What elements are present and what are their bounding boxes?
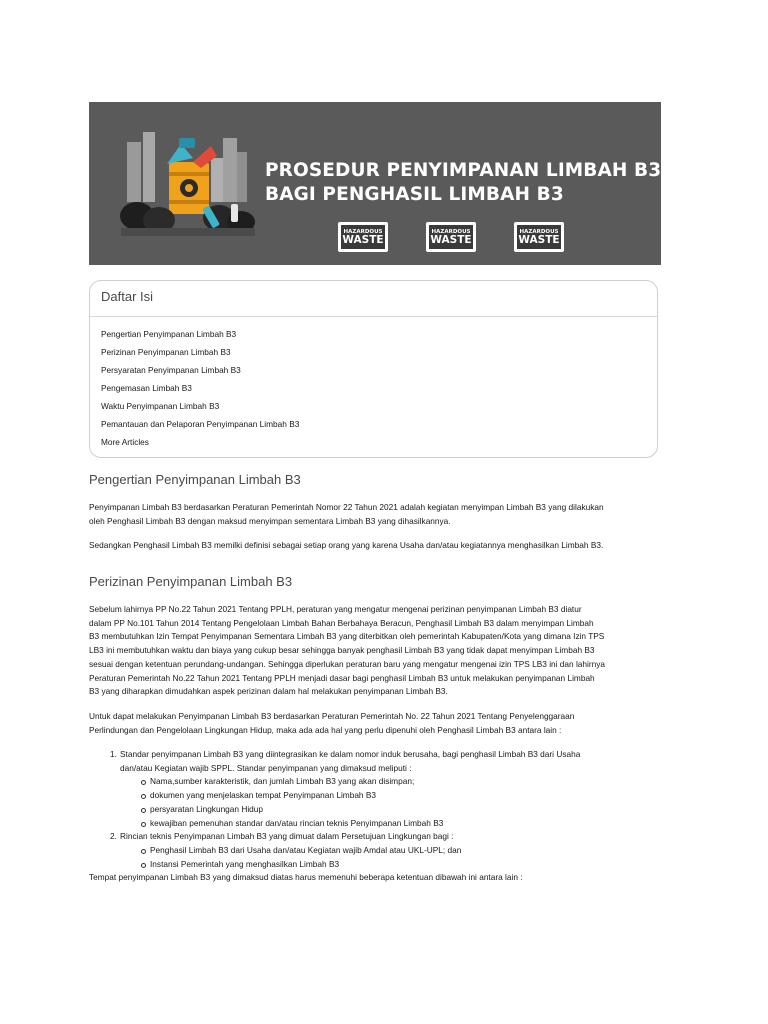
badge-line1: HAZARDOUS bbox=[519, 228, 559, 235]
toc-link[interactable]: Pengemasan Limbah B3 bbox=[101, 383, 192, 393]
badge-line2: WASTE bbox=[518, 233, 560, 246]
toc-link[interactable]: Pemantauan dan Pelaporan Penyimpanan Limbah B3 bbox=[101, 419, 300, 429]
header-banner bbox=[89, 102, 661, 265]
list-item-text: Standar penyimpanan Limbah B3 yang diintegrasikan ke dalam nomor induk berusaha, bagi penghasil Limbah B3 dari Usaha bbox=[120, 749, 581, 759]
toc-header bbox=[90, 281, 657, 317]
closing-text: Tempat penyimpanan Limbah B3 yang dimaksud diatas harus memenuhi beberapa ketentuan dibawah ini antara lain : bbox=[89, 872, 523, 883]
toc-link[interactable]: Perizinan Penyimpanan Limbah B3 bbox=[101, 347, 231, 357]
text-line: sesuai dengan ketentuan perundang-undangan. Sehingga diperlukan peraturan baru yang mengatur mengenai izin TPS LB3 ini dan lahirnya bbox=[89, 658, 606, 669]
table-of-contents bbox=[89, 280, 658, 458]
text-line: Perlindungan dan Pengelolaan Lingkungan Hidup, maka ada ada hal yang perlu dipenuhi oleh Penghasil Limbah B3 antara lain : bbox=[89, 724, 562, 735]
paragraph bbox=[89, 539, 661, 553]
text-line: Sedangkan Penghasil Limbah B3 memilki definisi sebagai setiap orang yang karena Usaha dan/atau kegiatannya menghasilkan Limbah B3. bbox=[89, 540, 604, 550]
badge-line2: WASTE bbox=[342, 233, 384, 246]
badge-line1: HAZARDOUS bbox=[343, 228, 383, 235]
paragraph bbox=[89, 710, 661, 737]
banner-title-line1: PROSEDUR PENYIMPANAN LIMBAH B3 bbox=[265, 160, 661, 181]
list-item bbox=[89, 830, 669, 844]
hazardous-waste-badge bbox=[514, 222, 564, 252]
bullet-item: Penghasil Limbah B3 dari Usaha dan/atau Kegiatan wajib Amdal atau UKL-UPL; dan bbox=[89, 844, 669, 858]
hazardous-waste-illustration bbox=[119, 128, 259, 238]
section-heading: Pengertian Penyimpanan Limbah B3 bbox=[89, 472, 301, 487]
bullet-item: Instansi Pemerintah yang menghasilkan Limbah B3 bbox=[89, 858, 669, 872]
bullet-item: dokumen yang menjelaskan tempat Penyimpanan Limbah B3 bbox=[89, 789, 669, 803]
paragraph bbox=[89, 603, 661, 699]
toc-link[interactable]: Pengertian Penyimpanan Limbah B3 bbox=[101, 329, 237, 339]
toc-link[interactable]: Persyaratan Penyimpanan Limbah B3 bbox=[101, 365, 241, 375]
list-item-text: dan/atau Kegiatan wajib SPPL. Standar penyimpanan yang dimaksud meliputi : bbox=[120, 762, 412, 773]
badge-line2: WASTE bbox=[430, 233, 472, 246]
list-number: 1. bbox=[110, 749, 117, 759]
bullet-item: kewajiban pemenuhan standar dan/atau rincian teknis Penyimpanan Limbah B3 bbox=[89, 817, 669, 831]
toc-more-articles-link[interactable]: More Articles bbox=[101, 437, 149, 447]
text-line: Untuk dapat melakukan Penyimpanan Limbah B3 berdasarkan Peraturan Pemerintah No. 22 Tahun 2021 Tentang Penyelenggaraan bbox=[89, 711, 575, 721]
text-line: B3 yang diharapkan dimudahkan aspek perizinan dalam hal melakukan penyimpanan Limbah B3. bbox=[89, 686, 448, 697]
hazardous-waste-badge bbox=[338, 222, 388, 252]
list-item-text: Rincian teknis Penyimpanan Limbah B3 yang dimuat dalam Persetujuan Lingkungan bagi : bbox=[120, 831, 454, 842]
text-line: Penyimpanan Limbah B3 berdasarkan Peraturan Pemerintah Nomor 22 Tahun 2021 adalah kegiatan menyimpan Limbah B3 yang dilakukan bbox=[89, 502, 604, 512]
section-heading: Perizinan Penyimpanan Limbah B3 bbox=[89, 574, 293, 589]
list-item-continuation bbox=[89, 762, 669, 776]
bullet-item: persyaratan Lingkungan Hidup bbox=[89, 803, 669, 817]
toc-list bbox=[101, 325, 299, 451]
text-line: Peraturan Pemerintah No.22 Tahun 2021 Tentang PPLH menjadi dasar bagi penghasil Limbah B3 untuk melakukan penyimpanan Limbah bbox=[89, 672, 595, 683]
hazardous-waste-badges bbox=[338, 222, 564, 252]
banner-title-line2: BAGI PENGHASIL LIMBAH B3 bbox=[265, 184, 564, 205]
toc-title: Daftar Isi bbox=[101, 289, 154, 304]
hazardous-waste-badge bbox=[426, 222, 476, 252]
requirements-list bbox=[89, 748, 669, 885]
text-line: Sebelum lahirnya PP No.22 Tahun 2021 Tentang PPLH, peraturan yang mengatur mengenai perizinan penyimpanan Limbah B3 diatur bbox=[89, 604, 582, 614]
text-line: dalam PP No.101 Tahun 2014 Tentang Pengelolaan Limbah Bahan Berbahaya Beracun, Penghasil Limbah B3 dalam menyimpan Limbah bbox=[89, 617, 594, 628]
text-line: oleh Penghasil Limbah B3 dengan maksud menyimpan sementara Limbah B3 yang dihasilkannya. bbox=[89, 515, 451, 526]
list-number: 2. bbox=[110, 831, 117, 842]
toc-link[interactable]: Waktu Penyimpanan Limbah B3 bbox=[101, 401, 220, 411]
text-line: LB3 ini membutuhkan waktu dan biaya yang cukup besar sehingga banyak penghasil Limbah B3 yang tidak dapat menyimpan Limbah B3 bbox=[89, 645, 595, 656]
banner-title bbox=[265, 159, 661, 207]
badge-line1: HAZARDOUS bbox=[431, 228, 471, 235]
text-line: B3 membutuhkan Izin Tempat Penyimpanan Sementara Limbah B3 yang diterbitkan oleh pemerintah Kabupaten/Kota yang dimana Izin TPS bbox=[89, 631, 605, 642]
paragraph bbox=[89, 501, 661, 528]
bullet-item: Nama,sumber karakteristik, dan jumlah Limbah B3 yang akan disimpan; bbox=[89, 775, 669, 789]
list-item bbox=[89, 748, 669, 762]
